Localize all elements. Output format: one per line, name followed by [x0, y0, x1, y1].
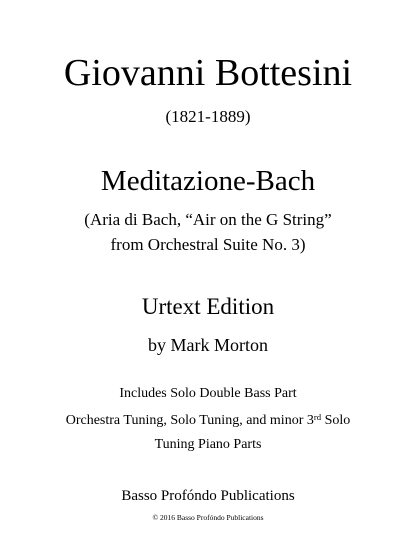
- tunings-text-after: Solo: [321, 413, 351, 428]
- work-title: Meditazione-Bach: [100, 165, 316, 197]
- edition-label: Urtext Edition: [141, 294, 275, 319]
- includes-note: Includes Solo Double Bass Part: [119, 386, 297, 401]
- tunings-note-line-2: Tuning Piano Parts: [154, 437, 262, 452]
- copyright-notice: © 2016 Basso Profóndo Publications: [152, 513, 264, 522]
- composer-name: Giovanni Bottesini: [63, 52, 353, 94]
- ordinal-superscript: rd: [313, 412, 322, 423]
- composer-dates: (1821-1889): [165, 107, 251, 126]
- editor-credit: by Mark Morton: [148, 335, 268, 355]
- publisher-name: Basso Profóndo Publications: [121, 488, 295, 504]
- tunings-note-line-1: [0, 414, 416, 428]
- tunings-text-before: Orchestra Tuning, Solo Tuning, and minor 3: [65, 413, 314, 428]
- work-subtitle-line-2: from Orchestral Suite No. 3): [110, 235, 306, 254]
- work-subtitle-line-1: (Aria di Bach, “Air on the G String”: [84, 210, 332, 229]
